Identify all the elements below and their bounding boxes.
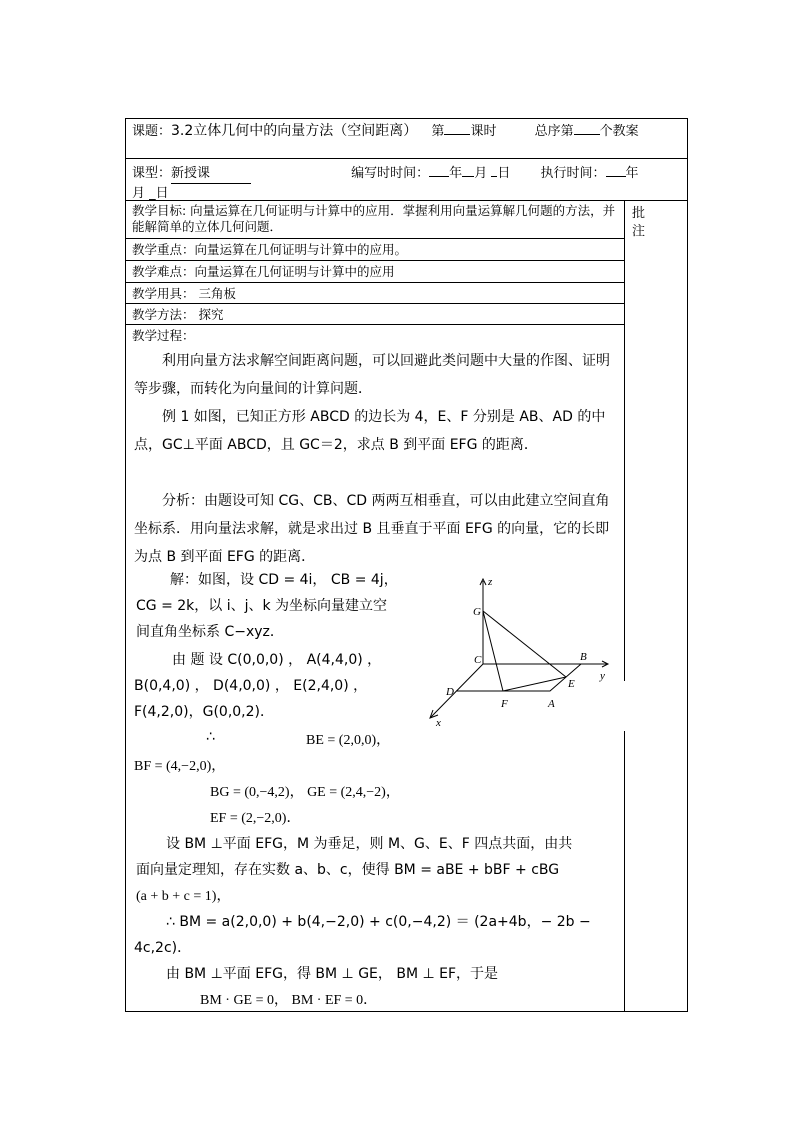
type-row bbox=[126, 159, 687, 201]
key-row bbox=[126, 239, 625, 261]
label-x: x bbox=[436, 717, 441, 729]
label-d: D bbox=[446, 686, 454, 698]
method-row bbox=[126, 304, 625, 325]
solution-line-1: 解：如图，设 CD = 4i， CB = 4j， bbox=[170, 572, 398, 588]
vector-bg-ge: BG = (0,−4,2)， GE = (2,4,−2)， bbox=[210, 785, 400, 800]
total-suffix: 个教案 bbox=[599, 124, 639, 139]
coords-line-2: B(0,4,0) ， D(4,0,0) ， E(2,4,0) ， bbox=[134, 678, 368, 694]
method-text: 教学方法： 探究 bbox=[132, 307, 224, 322]
difficulty-row bbox=[126, 261, 625, 283]
process-label: 教学过程： bbox=[132, 328, 195, 343]
bm-calc-line-2: 4c,2c)． bbox=[134, 940, 192, 956]
notes-column-lower bbox=[624, 731, 625, 1012]
label-e: E bbox=[568, 678, 575, 690]
label-a: A bbox=[548, 698, 555, 710]
written-year: 年 bbox=[449, 166, 463, 181]
coords-line-3: F(4,2,0)，G(0,0,2)． bbox=[134, 704, 274, 720]
label-c: C bbox=[474, 654, 482, 666]
notes-label: 批注 bbox=[632, 206, 646, 239]
type-value: 新授课 bbox=[171, 164, 251, 184]
exec-tail: 月 _日 bbox=[132, 186, 169, 201]
therefore-sign: ∴ bbox=[206, 729, 215, 745]
vector-be: BE = (2,0,0)， bbox=[306, 733, 391, 748]
tools-row bbox=[126, 283, 625, 304]
label-g: G bbox=[473, 606, 481, 618]
coords-line-1: 由 题 设 C(0,0,0) ， A(4,4,0) ， bbox=[172, 652, 382, 668]
example-paragraph: 例 1 如图，已知正方形 ABCD 的边长为 4，E、F 分别是 AB、AD 的中点，GC⊥平面 ABCD，且 GC＝2，求点 B 到平面 EFG 的距离． bbox=[134, 409, 606, 453]
label-b: B bbox=[580, 651, 587, 663]
dot-product-line: BM · GE = 0， BM · EF = 0． bbox=[200, 993, 378, 1008]
bm-calc-line-1: ∴ BM = a(2,0,0) + b(4,−2,0) + c(0,−4,2) ＝ (2a+4b，− 2b − bbox=[166, 914, 591, 930]
exec-year: 年 bbox=[625, 166, 639, 181]
vector-bf: BF = (4,−2,0)， bbox=[134, 759, 226, 774]
ge-edge bbox=[483, 611, 566, 677]
period-prefix: 第 bbox=[431, 124, 445, 139]
solution-line-3: 间直角坐标系 C−xyz． bbox=[136, 624, 284, 640]
set-bm-line-2: 面向量定理知，存在实数 a、b、c，使得 BM = aBE + bBF + cBG bbox=[136, 862, 560, 878]
fe-edge bbox=[503, 677, 566, 691]
solution-line-2: CG = 2k，以 i、j、k 为坐标向量建立空 bbox=[136, 598, 388, 614]
analysis-paragraph: 分析：由题设可知 CG、CB、CD 两两互相垂直，可以由此建立空间直角坐标系．用向量法求解，就是求出过 B 且垂直于平面 EFG 的向量，它的长即为点 B 到平面 EFG 的距离． bbox=[134, 493, 610, 565]
lesson-title: 3.2立体几何中的向量方法（空间距离） bbox=[171, 123, 418, 139]
goal-text: 教学目标: 向量运算在几何证明与计算中的应用．掌握利用向量运算解几何题的方法，并能解简单的立体几何问题． bbox=[132, 203, 616, 234]
goal-row bbox=[126, 201, 625, 239]
written-label: 编写时时间： bbox=[351, 166, 430, 181]
label-f: F bbox=[501, 698, 508, 710]
label-y: y bbox=[600, 670, 605, 682]
set-bm-line-1: 设 BM ⊥平面 EFG，M 为垂足，则 M、G、E、F 四点共面，由共 bbox=[166, 836, 573, 852]
written-month: 月 bbox=[474, 166, 488, 181]
type-cell bbox=[126, 162, 687, 205]
coordinate-figure bbox=[426, 569, 626, 729]
gf-edge bbox=[483, 611, 503, 691]
title-row bbox=[126, 119, 687, 159]
written-day: 日 bbox=[497, 166, 511, 181]
abc-condition: (a + b + c = 1)， bbox=[136, 889, 231, 904]
title-cell bbox=[126, 121, 687, 142]
tools-text: 教学用具： 三角板 bbox=[132, 286, 236, 301]
difficulty-text: 教学难点：向量运算在几何证明与计算中的应用 bbox=[132, 264, 395, 279]
exec-label: 执行时间： bbox=[540, 166, 606, 181]
perp-line: 由 BM ⊥平面 EFG，得 BM ⊥ GE， BM ⊥ EF，于是 bbox=[166, 966, 499, 982]
total-prefix: 总序第 bbox=[534, 124, 574, 139]
label-z: z bbox=[488, 576, 493, 588]
key-text: 教学重点：向量运算在几何证明与计算中的应用。 bbox=[132, 242, 408, 257]
period-suffix: 课时 bbox=[470, 124, 497, 139]
vector-ef: EF = (2,−2,0)． bbox=[210, 811, 301, 826]
type-label: 课型： bbox=[132, 166, 172, 181]
lesson-plan-table bbox=[125, 118, 688, 1012]
title-label: 课题： bbox=[132, 124, 172, 139]
intro-paragraph: 利用向量方法求解空间距离问题，可以回避此类问题中大量的作图、证明等步骤，而转化为向量间的计算问题． bbox=[134, 353, 610, 397]
